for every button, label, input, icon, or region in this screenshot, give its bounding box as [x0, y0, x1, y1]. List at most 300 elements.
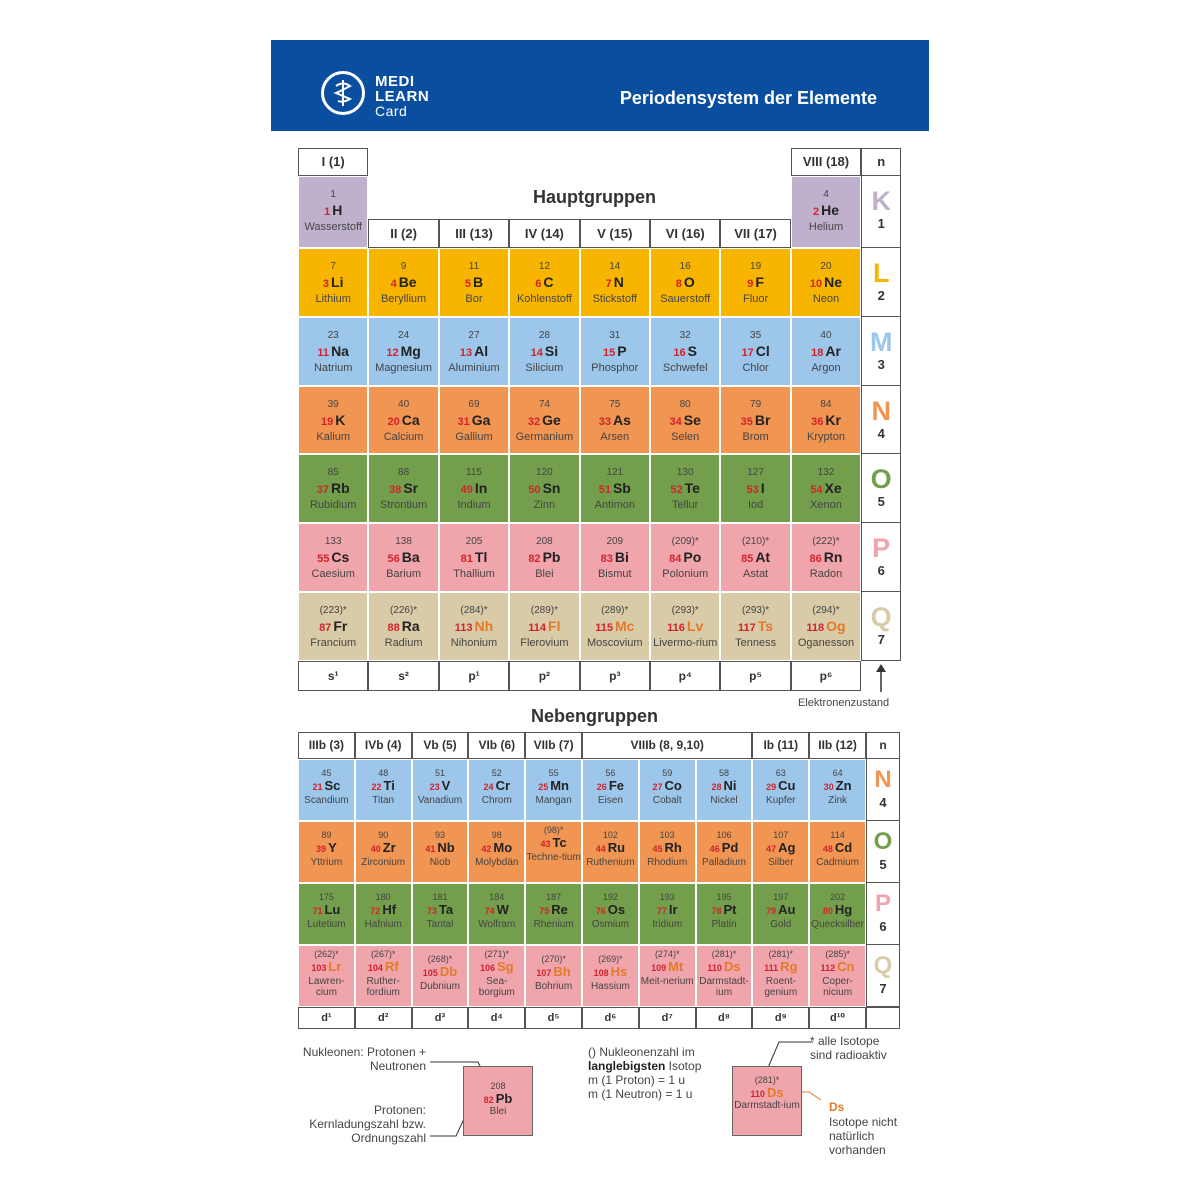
atomic-number: 31 [457, 415, 470, 428]
atomic-mass: 138 [395, 536, 412, 548]
element-name: Niob [429, 857, 451, 868]
atomic-number: 86 [809, 553, 822, 566]
atomic-mass: 52 [491, 768, 502, 778]
element-name: Radon [809, 568, 843, 581]
element-name: Magnesium [375, 361, 433, 374]
legend-example2-name: Darmstadt-ium [734, 1100, 800, 1111]
element-symbol: Ni [723, 778, 737, 793]
atomic-number: 77 [656, 906, 667, 916]
atomic-number: 56 [387, 553, 400, 566]
element-Rh [639, 821, 696, 883]
atomic-number: 7 [605, 278, 612, 290]
element-symbol-line [413, 964, 468, 981]
atomic-number: 107 [536, 968, 552, 978]
orbital-label: d⁵ [525, 1007, 582, 1029]
element-name: Caesium [311, 568, 355, 581]
element-Cs [298, 523, 368, 592]
atomic-number: 20 [387, 415, 400, 428]
element-symbol: Mt [668, 959, 684, 974]
element-name: Eisen [597, 795, 623, 806]
element-symbol: Sr [403, 480, 419, 497]
element-symbol-line [369, 273, 437, 293]
element-symbol: Lr [328, 959, 342, 974]
element-name: Scandium [304, 795, 349, 806]
atomic-number: 3 [322, 278, 330, 290]
atomic-number: 22 [371, 782, 382, 792]
element-symbol-line [356, 959, 411, 976]
shell-letter: P [872, 533, 891, 564]
atomic-number: 113 [454, 622, 473, 634]
atomic-mass: (226)* [389, 605, 418, 616]
element-symbol: Rh [664, 840, 682, 855]
element-Si [509, 317, 579, 386]
subgroup-header: VIIIb (8, 9,10) [582, 732, 752, 759]
element-name: Radium [384, 637, 423, 649]
period-number: 4 [879, 795, 887, 810]
element-name: Palladium [702, 857, 746, 868]
atomic-mass: 133 [324, 536, 342, 548]
element-symbol: Mo [493, 840, 513, 855]
atomic-mass: 31 [609, 329, 621, 341]
orbital-label: s² [368, 661, 438, 691]
element-symbol-line [640, 959, 695, 976]
element-symbol-line [651, 411, 719, 431]
element-symbol: Sg [496, 959, 514, 974]
element-symbol: Si [544, 342, 559, 359]
element-symbol-line [299, 902, 354, 919]
element-symbol: Ge [542, 411, 561, 428]
element-name: Chrom [481, 795, 512, 806]
atomic-mass: (293)* [741, 605, 770, 616]
element-name: Tellur [672, 499, 699, 512]
blank-cell [866, 1007, 900, 1029]
element-name: Hassium [590, 981, 630, 992]
period-number: 4 [877, 425, 885, 441]
atomic-number: 5 [464, 278, 471, 290]
atomic-mass: (281)* [768, 949, 794, 959]
element-symbol: S [687, 342, 697, 359]
element-symbol-line [526, 902, 581, 919]
shell-letter: K [871, 186, 891, 216]
atomic-number: 105 [422, 968, 438, 978]
element-symbol-line [581, 479, 649, 499]
atomic-number: 27 [652, 782, 663, 792]
element-name: Darmstadt-ium [699, 976, 749, 998]
atomic-number: 114 [528, 622, 547, 634]
element-symbol-line [440, 548, 508, 568]
atomic-mass: 115 [466, 467, 482, 479]
atomic-number: 40 [370, 844, 381, 854]
element-symbol-line [792, 201, 860, 221]
element-name: Tenness [735, 637, 777, 649]
atomic-mass: 127 [747, 467, 764, 479]
element-symbol: Ne [824, 274, 843, 290]
element-name: Polonium [662, 568, 709, 581]
element-symbol-line [792, 617, 860, 637]
atomic-number: 41 [425, 844, 436, 854]
atomic-number: 19 [321, 415, 334, 428]
element-Ge [509, 386, 579, 455]
element-symbol-line [651, 479, 719, 499]
brand-line2: LEARN [375, 88, 430, 105]
atomic-number: 87 [319, 622, 332, 634]
element-symbol: Cu [778, 778, 796, 793]
atomic-mass: 24 [398, 329, 410, 341]
period-label [866, 883, 900, 945]
period-number: 7 [877, 632, 885, 647]
element-symbol: I [760, 480, 765, 497]
element-name: Livermo-rium [653, 637, 718, 649]
element-Po [650, 523, 720, 592]
element-Nb [412, 821, 469, 883]
element-Ts [720, 592, 790, 661]
element-As [580, 386, 650, 455]
element-Pd [696, 821, 753, 883]
atomic-mass: (285)* [825, 949, 850, 959]
element-symbol-line [651, 342, 719, 362]
element-K [298, 386, 368, 455]
element-symbol-line [440, 479, 508, 499]
element-symbol: Ba [401, 549, 420, 566]
element-name: Hafnium [364, 919, 402, 930]
atomic-number: 32 [527, 415, 541, 428]
element-symbol-line [299, 617, 367, 637]
protons-label: Protonen: Kernladungszahl bzw. Ordnungszahl [309, 1103, 426, 1145]
element-name: Rhenium [533, 919, 574, 930]
atomic-number: 35 [740, 415, 753, 428]
atomic-mass: (269)* [598, 954, 623, 964]
element-symbol-line [810, 778, 865, 795]
atomic-number: 4 [390, 278, 397, 290]
element-symbol: Lu [324, 902, 341, 917]
element-Cn [809, 945, 866, 1007]
element-Zr [355, 821, 412, 883]
element-name: Mangan [535, 795, 572, 806]
element-symbol-line [581, 273, 649, 293]
element-Lu [298, 883, 355, 945]
element-Hg [809, 883, 866, 945]
element-symbol-line [469, 840, 524, 857]
atomic-mass: (210)* [741, 536, 770, 548]
element-symbol: Ar [825, 342, 841, 359]
element-name: Cadmium [816, 857, 859, 868]
element-symbol-line [369, 617, 437, 637]
subgroup-header: IIIb (3) [298, 732, 355, 759]
element-name: Yttrium [310, 857, 343, 868]
element-Re [525, 883, 582, 945]
atomic-mass: (294)* [812, 605, 840, 616]
atomic-mass: 7 [330, 261, 336, 272]
element-symbol: Al [474, 342, 489, 359]
atomic-mass: 193 [659, 892, 675, 902]
element-Mt [639, 945, 696, 1007]
atomic-number: 34 [669, 415, 682, 428]
atomic-number: 9 [747, 278, 754, 290]
atomic-number: 109 [651, 963, 667, 973]
legend-example-pb [463, 1066, 533, 1136]
element-Cd [809, 821, 866, 883]
group-header-18: VIII (18) [791, 148, 861, 176]
element-name: Schwefel [662, 361, 708, 374]
atomic-number: 26 [596, 782, 607, 792]
element-name: Iridium [652, 919, 683, 930]
element-symbol: Ds [723, 959, 741, 974]
element-symbol: Re [551, 902, 568, 917]
element-name: Molybdän [475, 857, 519, 868]
atomic-mass: (281)* [711, 949, 737, 959]
period-label [861, 454, 901, 523]
element-In [439, 454, 509, 523]
element-symbol: Tc [552, 835, 567, 850]
atomic-number: 14 [530, 346, 543, 359]
subgroup-header: Ib (11) [752, 732, 809, 759]
element-symbol: Nb [437, 840, 455, 855]
n-header: n [866, 732, 900, 759]
element-name: Cobalt [652, 795, 682, 806]
atomic-number: 51 [598, 484, 611, 497]
element-symbol: Kr [825, 411, 841, 428]
nucleon-note [588, 1045, 718, 1101]
element-name: Barium [386, 568, 421, 581]
element-C [509, 248, 579, 317]
atomic-mass: 75 [609, 398, 621, 410]
element-symbol-line [469, 778, 524, 795]
atomic-number: 46 [709, 844, 720, 854]
element-Ga [439, 386, 509, 455]
atomic-number: 43 [540, 839, 551, 849]
element-symbol: Ts [757, 618, 774, 634]
atomic-number: 36 [811, 415, 824, 428]
atomic-number: 49 [460, 484, 473, 497]
shell-letter: P [874, 890, 891, 917]
element-symbol-line [510, 479, 578, 499]
element-symbol: Bi [614, 549, 629, 566]
element-symbol: Mc [614, 618, 635, 634]
element-symbol-line [510, 273, 578, 293]
element-symbol: V [441, 778, 451, 793]
element-name: Krypton [807, 430, 845, 443]
note-c: Isotop [665, 1059, 702, 1073]
element-symbol: Ag [778, 840, 796, 855]
atomic-mass: (223)* [319, 605, 347, 616]
atomic-number: 33 [598, 415, 611, 428]
element-Nh [439, 592, 509, 661]
element-name: Calcium [383, 430, 424, 443]
element-symbol: Na [331, 342, 349, 359]
element-symbol: Ta [438, 902, 454, 917]
element-Cr [468, 759, 525, 821]
element-symbol-line [697, 778, 752, 795]
atomic-number: 11 [317, 346, 330, 359]
element-symbol: Ra [401, 618, 420, 634]
element-symbol: Ca [401, 411, 420, 428]
element-symbol: Rn [823, 549, 843, 566]
element-symbol: Se [683, 411, 701, 428]
element-O [650, 248, 720, 317]
element-Ir [639, 883, 696, 945]
atomic-mass: 45 [321, 768, 332, 778]
element-symbol: He [821, 202, 839, 218]
subgroup-header: VIIb (7) [525, 732, 582, 759]
atomic-mass: 16 [679, 261, 691, 272]
subgroup-header: IVb (4) [355, 732, 412, 759]
element-Ca [368, 386, 438, 455]
shell-letter: Q [870, 602, 892, 632]
element-symbol-line [369, 411, 437, 431]
atomic-mass: 181 [432, 892, 448, 902]
orbital-label: p⁴ [650, 661, 720, 691]
element-Mo [468, 821, 525, 883]
element-symbol: Os [607, 902, 626, 917]
atomic-number: 45 [652, 844, 663, 854]
element-symbol-line [583, 964, 638, 981]
atomic-mass: (274)* [654, 949, 680, 959]
element-Mn [525, 759, 582, 821]
atomic-number: 74 [484, 906, 495, 916]
shell-letter: M [869, 326, 893, 357]
element-name: Iod [747, 499, 764, 512]
shell-letter: Q [873, 952, 893, 979]
element-Sc [298, 759, 355, 821]
element-name: Lutetium [307, 919, 346, 930]
element-Br [720, 386, 790, 455]
arrow-up-icon [872, 662, 890, 694]
element-name: Ruther-fordium [366, 976, 400, 998]
atomic-mass: 175 [318, 892, 334, 902]
element-Ne [791, 248, 861, 317]
element-symbol-line [299, 342, 367, 362]
subgroup-header: VIb (6) [468, 732, 525, 759]
atomic-number: 118 [806, 622, 825, 634]
atomic-mass: 19 [750, 261, 762, 272]
atomic-mass: 93 [434, 830, 445, 840]
atomic-mass: 121 [606, 467, 624, 479]
element-name: Argon [811, 361, 841, 374]
atomic-mass: 63 [775, 768, 786, 778]
atomic-number: 25 [538, 782, 549, 792]
element-name: Brom [742, 430, 769, 443]
element-symbol-line [440, 411, 508, 431]
element-symbol: Te [684, 480, 700, 497]
n-header: n [861, 148, 901, 176]
element-symbol-line [356, 902, 411, 919]
element-symbol-line [510, 548, 578, 568]
atomic-mass: 79 [750, 398, 762, 410]
element-symbol-line [510, 411, 578, 431]
atomic-number: 103 [311, 963, 327, 973]
shell-letter: N [871, 395, 891, 426]
shell-letter: N [874, 766, 892, 793]
atomic-mass: 202 [830, 892, 846, 902]
element-name: Phosphor [591, 361, 639, 374]
atomic-mass: 130 [676, 467, 694, 479]
period-label [861, 317, 901, 386]
orbital-label: s¹ [298, 661, 368, 691]
period-label [861, 523, 901, 592]
atomic-mass: 102 [602, 830, 618, 840]
element-name: Chlor [742, 361, 769, 374]
element-Rg [752, 945, 809, 1007]
element-symbol-line [299, 840, 354, 857]
element-symbol: Cd [834, 840, 853, 855]
atomic-number: 85 [741, 553, 754, 566]
element-name: Ruthenium [586, 857, 635, 868]
period-number: 7 [879, 981, 887, 996]
atomic-mass: 195 [716, 892, 732, 902]
orbital-label: d⁶ [582, 1007, 639, 1029]
atomic-number: 106 [479, 963, 495, 973]
element-name: Silicium [525, 361, 564, 374]
element-name: Flerovium [520, 637, 569, 649]
element-He [791, 176, 861, 248]
element-F [720, 248, 790, 317]
atomic-number: 115 [595, 622, 613, 634]
note-a: () Nukleonenzahl im [588, 1045, 695, 1059]
element-symbol: Ga [471, 411, 491, 428]
element-Sb [580, 454, 650, 523]
element-symbol: Zr [382, 840, 396, 855]
period-label [861, 176, 901, 248]
element-symbol: Ru [607, 840, 626, 855]
atomic-mass: 11 [468, 261, 480, 272]
atomic-mass: (267)* [370, 949, 396, 959]
main-groups-title: Hauptgruppen [533, 187, 656, 207]
atomic-mass: (98)* [543, 825, 564, 835]
element-symbol: Sc [324, 778, 341, 793]
atomic-number: 75 [539, 906, 550, 916]
electron-state-label: Elektronenzustand [798, 697, 890, 709]
element-symbol-line [299, 778, 354, 795]
atomic-mass: 39 [327, 398, 339, 410]
atomic-number: 38 [389, 484, 402, 497]
note-b: langlebigsten [588, 1059, 666, 1073]
element-name: Astat [743, 568, 769, 581]
element-symbol: Hg [834, 902, 853, 917]
atomic-mass: 56 [605, 768, 616, 778]
orbital-label: d³ [412, 1007, 469, 1029]
atomic-number: 42 [481, 844, 492, 854]
orbital-label: d⁹ [752, 1007, 809, 1029]
element-Tc [525, 821, 582, 883]
ds-label: Ds [829, 1100, 845, 1114]
atomic-mass: 192 [602, 892, 618, 902]
atomic-mass: (222)* [812, 536, 840, 548]
element-symbol-line [581, 411, 649, 431]
atomic-mass: 1 [330, 189, 336, 200]
atomic-mass: 32 [679, 329, 691, 341]
element-symbol-line [792, 411, 860, 431]
atomic-number: 76 [595, 906, 606, 916]
element-symbol: Be [398, 274, 417, 290]
atomic-number: 44 [595, 844, 606, 854]
atomic-mass: 132 [817, 467, 835, 479]
atomic-number: 10 [809, 278, 823, 290]
element-name: Gold [770, 919, 792, 930]
element-name: Bohrium [534, 981, 573, 992]
element-Ar [791, 317, 861, 386]
element-name: Kohlenstoff [516, 293, 572, 305]
atomic-number: 104 [367, 963, 383, 973]
element-symbol: W [496, 902, 509, 917]
element-Sn [509, 454, 579, 523]
element-Ni [696, 759, 753, 821]
element-S [650, 317, 720, 386]
element-Mg [368, 317, 438, 386]
atomic-number: 88 [387, 622, 400, 634]
shell-letter: L [872, 258, 890, 288]
atomic-mass: 20 [820, 261, 832, 272]
period-number: 2 [877, 288, 885, 303]
